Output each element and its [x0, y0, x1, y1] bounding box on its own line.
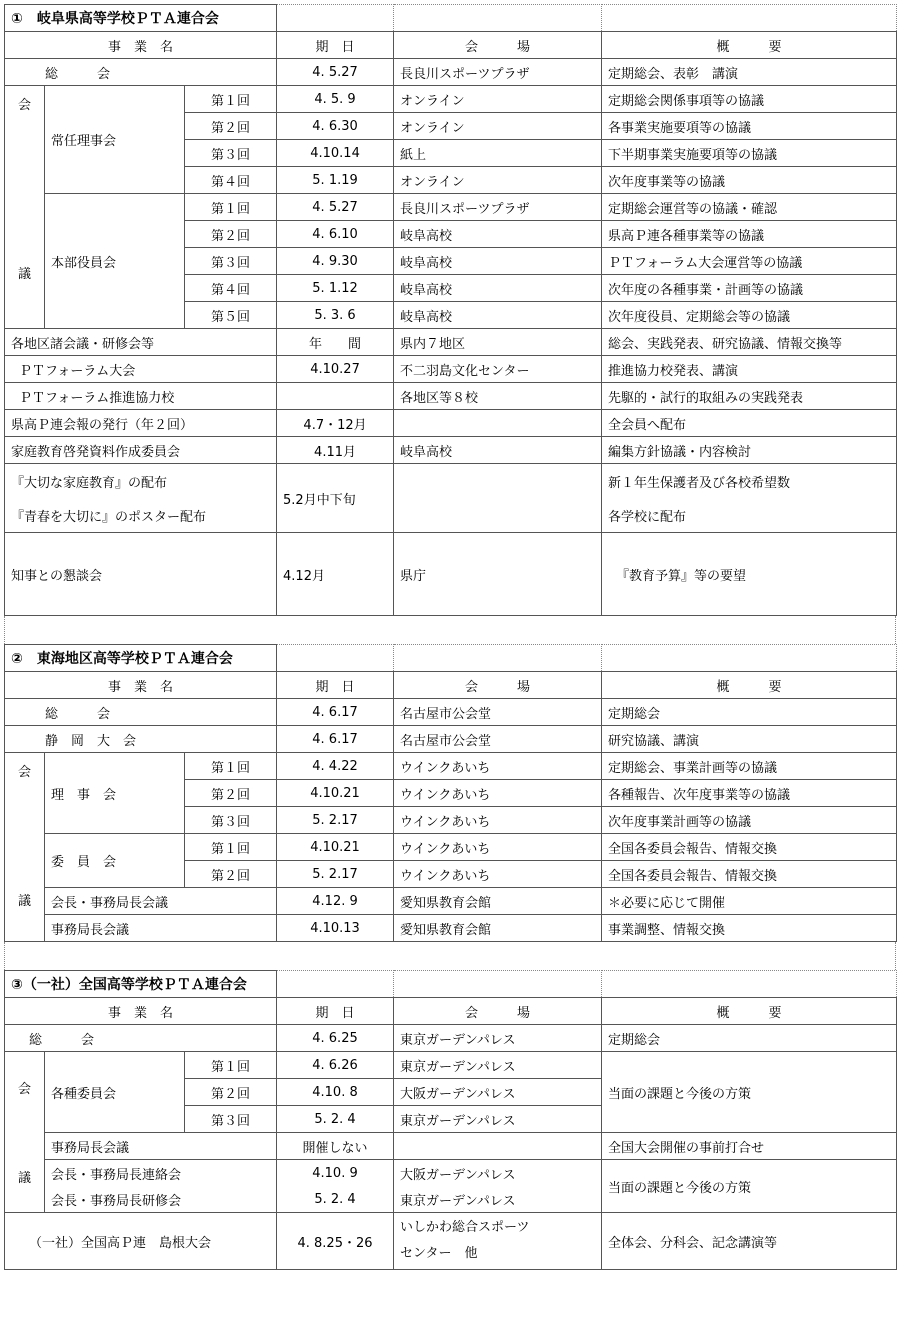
event-date: 5. 3. 6: [277, 302, 394, 329]
event-place-line: センター 他: [400, 1246, 478, 1261]
gi-char: 議: [17, 894, 31, 909]
event-summary: 県高Ｐ連各種事業等の協議: [602, 221, 897, 248]
event-summary: 当面の課題と今後の方策: [602, 1160, 897, 1213]
table-row: [5, 437, 897, 464]
table-row: [5, 329, 897, 356]
header-date: 期 日: [277, 672, 394, 699]
event-summary: 各学校に配布: [602, 498, 897, 533]
event-date: 5. 2. 4: [277, 1186, 394, 1213]
event-summary: 総会、実践発表、研究協議、情報交換等: [602, 329, 897, 356]
event-date: 4.7・12月: [277, 410, 394, 437]
event-date: 4.12. 9: [277, 888, 394, 915]
event-date: 5. 2. 4: [277, 1106, 394, 1133]
group-name: 本部役員会: [45, 194, 185, 329]
event-summary: 定期総会、表彰 講演: [602, 59, 897, 86]
event-date: 4.12月: [277, 533, 394, 616]
event-date: 4.10.21: [277, 780, 394, 807]
event-name: 総 会: [5, 1025, 277, 1052]
kaigi-label: [5, 1052, 45, 1213]
event-place: 岐阜高校: [394, 275, 602, 302]
event-summary: 当面の課題と今後の方策: [602, 1052, 897, 1133]
event-summary: 定期総会関係事項等の協議: [602, 86, 897, 113]
event-place: [394, 1213, 602, 1270]
event-name: （一社）全国高Ｐ連 島根大会: [5, 1213, 277, 1270]
event-place: 紙上: [394, 140, 602, 167]
event-name: 『青春を大切に』のポスター配布: [5, 498, 277, 533]
header-name: 事 業 名: [5, 32, 277, 59]
event-summary: ＰＴフォーラム大会運営等の協議: [602, 248, 897, 275]
document: [4, 0, 896, 1270]
event-date: 4.10.13: [277, 915, 394, 942]
section-title: ① 岐阜県高等学校ＰＴＡ連合会: [5, 5, 277, 32]
gi-char: 議: [17, 267, 31, 282]
event-summary: 全体会、分科会、記念講演等: [602, 1213, 897, 1270]
kaigi-label: [5, 86, 45, 329]
event-date: 年 間: [277, 329, 394, 356]
round-label: 第２回: [185, 780, 277, 807]
event-date: 5. 1.19: [277, 167, 394, 194]
header-date: 期 日: [277, 998, 394, 1025]
header-row: [5, 672, 897, 699]
event-place: 大阪ガーデンパレス: [394, 1079, 602, 1106]
event-date: 4. 4.22: [277, 753, 394, 780]
event-summary: 定期総会、事業計画等の協議: [602, 753, 897, 780]
event-summary: 新１年生保護者及び各校希望数: [602, 464, 897, 499]
event-name: 家庭教育啓発資料作成委員会: [5, 437, 277, 464]
event-name: 会長・事務局長研修会: [45, 1186, 277, 1213]
event-place: 長良川スポーツプラザ: [394, 194, 602, 221]
event-place: 名古屋市公会堂: [394, 726, 602, 753]
header-date: 期 日: [277, 32, 394, 59]
event-summary: 推進協力校発表、講演: [602, 356, 897, 383]
table-row: [5, 1213, 897, 1270]
event-date: 4. 6.25: [277, 1025, 394, 1052]
round-label: 第２回: [185, 861, 277, 888]
event-place: ウインクあいち: [394, 780, 602, 807]
group-name: 各種委員会: [45, 1052, 185, 1133]
event-name: 総 会: [5, 59, 277, 86]
event-name: 県高Ｐ連会報の発行（年２回）: [5, 410, 277, 437]
event-date: 4. 6.17: [277, 699, 394, 726]
group-name: 理 事 会: [45, 753, 185, 834]
event-name: 会長・事務局長会議: [45, 888, 277, 915]
table-row: [5, 834, 897, 861]
event-name: 総 会: [5, 699, 277, 726]
event-summary: 定期総会: [602, 1025, 897, 1052]
event-place: 岐阜高校: [394, 221, 602, 248]
group-name: 委 員 会: [45, 834, 185, 888]
event-place: 東京ガーデンパレス: [394, 1025, 602, 1052]
table-row: [5, 410, 897, 437]
event-date: 4.11月: [277, 437, 394, 464]
event-place: 名古屋市公会堂: [394, 699, 602, 726]
national-pta-table: [4, 970, 897, 1270]
event-date: 4. 5.27: [277, 194, 394, 221]
kai-char: 会: [17, 1082, 31, 1097]
event-date: 4. 8.25・26: [277, 1213, 394, 1270]
event-summary: 全会員へ配布: [602, 410, 897, 437]
kaigi-label: [5, 753, 45, 942]
event-name: 静 岡 大 会: [5, 726, 277, 753]
table-row: [5, 533, 897, 616]
section-title: ③（一社）全国高等学校ＰＴＡ連合会: [5, 971, 277, 998]
header-summary: 概 要: [602, 32, 897, 59]
header-name: 事 業 名: [5, 672, 277, 699]
event-date: 5.2月中下旬: [277, 464, 394, 533]
event-summary: 次年度事業計画等の協議: [602, 807, 897, 834]
table-row: [5, 1133, 897, 1160]
event-place: 岐阜高校: [394, 248, 602, 275]
event-name: 事務局長会議: [45, 1133, 277, 1160]
round-label: 第５回: [185, 302, 277, 329]
section-gap: [4, 616, 896, 644]
event-date: 4. 5. 9: [277, 86, 394, 113]
table-row: [5, 194, 897, 221]
round-label: 第２回: [185, 221, 277, 248]
event-date: 4. 6.17: [277, 726, 394, 753]
event-name: 『大切な家庭教育』の配布: [5, 464, 277, 499]
event-place: 県庁: [394, 533, 602, 616]
event-place: [394, 1133, 602, 1160]
event-place: 各地区等８校: [394, 383, 602, 410]
header-place: 会 場: [394, 672, 602, 699]
event-date: 4. 6.30: [277, 113, 394, 140]
event-place: [394, 464, 602, 533]
header-name: 事 業 名: [5, 998, 277, 1025]
header-row: [5, 32, 897, 59]
event-summary: 定期総会運営等の協議・確認: [602, 194, 897, 221]
event-place: オンライン: [394, 113, 602, 140]
round-label: 第３回: [185, 248, 277, 275]
table-row: [5, 753, 897, 780]
event-summary: 定期総会: [602, 699, 897, 726]
table-row: [5, 383, 897, 410]
event-summary: 次年度事業等の協議: [602, 167, 897, 194]
group-name: 常任理事会: [45, 86, 185, 194]
event-date: 4.10.21: [277, 834, 394, 861]
table-row: [5, 1160, 897, 1187]
kai-char: 会: [17, 98, 31, 113]
event-place: オンライン: [394, 167, 602, 194]
header-summary: 概 要: [602, 672, 897, 699]
header-row: [5, 998, 897, 1025]
round-label: 第３回: [185, 807, 277, 834]
kai-char: 会: [17, 765, 31, 780]
event-name: 各地区諸会議・研修会等: [5, 329, 277, 356]
event-summary: 次年度の各種事業・計画等の協議: [602, 275, 897, 302]
event-date: 開催しない: [277, 1133, 394, 1160]
event-place: 東京ガーデンパレス: [394, 1186, 602, 1213]
round-label: 第１回: [185, 834, 277, 861]
event-place: 不二羽島文化センター: [394, 356, 602, 383]
event-name: 知事との懇談会: [5, 533, 277, 616]
event-place: オンライン: [394, 86, 602, 113]
event-place: 東京ガーデンパレス: [394, 1106, 602, 1133]
table-row: [5, 1052, 897, 1079]
round-label: 第２回: [185, 1079, 277, 1106]
event-place: ウインクあいち: [394, 807, 602, 834]
header-place: 会 場: [394, 32, 602, 59]
event-place: 岐阜高校: [394, 437, 602, 464]
event-summary: 事業調整、情報交換: [602, 915, 897, 942]
event-date: 4. 9.30: [277, 248, 394, 275]
event-date: 4. 6.10: [277, 221, 394, 248]
round-label: 第４回: [185, 167, 277, 194]
table-row: [5, 915, 897, 942]
event-place: 東京ガーデンパレス: [394, 1052, 602, 1079]
event-place-line: いしかわ総合スポーツ: [400, 1220, 530, 1235]
event-name: ＰＴフォーラム大会: [5, 356, 277, 383]
tokai-pta-table: [4, 644, 897, 942]
event-name: 会長・事務局長連絡会: [45, 1160, 277, 1187]
event-summary: 『教育予算』等の要望: [602, 533, 897, 616]
event-date: 4.10.14: [277, 140, 394, 167]
event-place: ウインクあいち: [394, 861, 602, 888]
event-place: 愛知県教育会館: [394, 915, 602, 942]
event-date: [277, 383, 394, 410]
event-place: ウインクあいち: [394, 834, 602, 861]
header-summary: 概 要: [602, 998, 897, 1025]
table-row: [5, 726, 897, 753]
event-summary: 全国大会開催の事前打合せ: [602, 1133, 897, 1160]
event-summary: 全国各委員会報告、情報交換: [602, 834, 897, 861]
round-label: 第１回: [185, 1052, 277, 1079]
gifu-pta-table: [4, 4, 897, 616]
event-summary: 先駆的・試行的取組みの実践発表: [602, 383, 897, 410]
table-row: [5, 86, 897, 113]
event-name: ＰＴフォーラム推進協力校: [5, 383, 277, 410]
event-place: 大阪ガーデンパレス: [394, 1160, 602, 1187]
event-summary: 全国各委員会報告、情報交換: [602, 861, 897, 888]
event-summary: 次年度役員、定期総会等の協議: [602, 302, 897, 329]
event-date: 4.10. 9: [277, 1160, 394, 1187]
event-place: ウインクあいち: [394, 753, 602, 780]
table-row: [5, 464, 897, 499]
table-row: [5, 59, 897, 86]
round-label: 第２回: [185, 113, 277, 140]
event-date: 5. 2.17: [277, 807, 394, 834]
round-label: 第３回: [185, 1106, 277, 1133]
event-place: 岐阜高校: [394, 302, 602, 329]
round-label: 第１回: [185, 194, 277, 221]
event-summary: 各種報告、次年度事業等の協議: [602, 780, 897, 807]
event-place: 愛知県教育会館: [394, 888, 602, 915]
event-date: 5. 1.12: [277, 275, 394, 302]
event-place: 県内７地区: [394, 329, 602, 356]
round-label: 第１回: [185, 753, 277, 780]
event-name: 事務局長会議: [45, 915, 277, 942]
table-row: [5, 699, 897, 726]
gi-char: 議: [17, 1171, 31, 1186]
event-place: [394, 410, 602, 437]
table-row: [5, 1025, 897, 1052]
event-date: 4.10.27: [277, 356, 394, 383]
event-summary: 編集方針協議・内容検討: [602, 437, 897, 464]
event-date: 5. 2.17: [277, 861, 394, 888]
event-summary: 研究協議、講演: [602, 726, 897, 753]
header-place: 会 場: [394, 998, 602, 1025]
section-title: ② 東海地区高等学校ＰＴＡ連合会: [5, 645, 277, 672]
table-row: [5, 356, 897, 383]
event-summary: 下半期事業実施要項等の協議: [602, 140, 897, 167]
event-place: 長良川スポーツプラザ: [394, 59, 602, 86]
table-row: [5, 888, 897, 915]
round-label: 第３回: [185, 140, 277, 167]
event-date: 4. 6.26: [277, 1052, 394, 1079]
round-label: 第１回: [185, 86, 277, 113]
event-summary: ＊必要に応じて開催: [602, 888, 897, 915]
round-label: 第４回: [185, 275, 277, 302]
event-date: 4.10. 8: [277, 1079, 394, 1106]
event-summary: 各事業実施要項等の協議: [602, 113, 897, 140]
event-date: 4. 5.27: [277, 59, 394, 86]
section-gap: [4, 942, 896, 970]
